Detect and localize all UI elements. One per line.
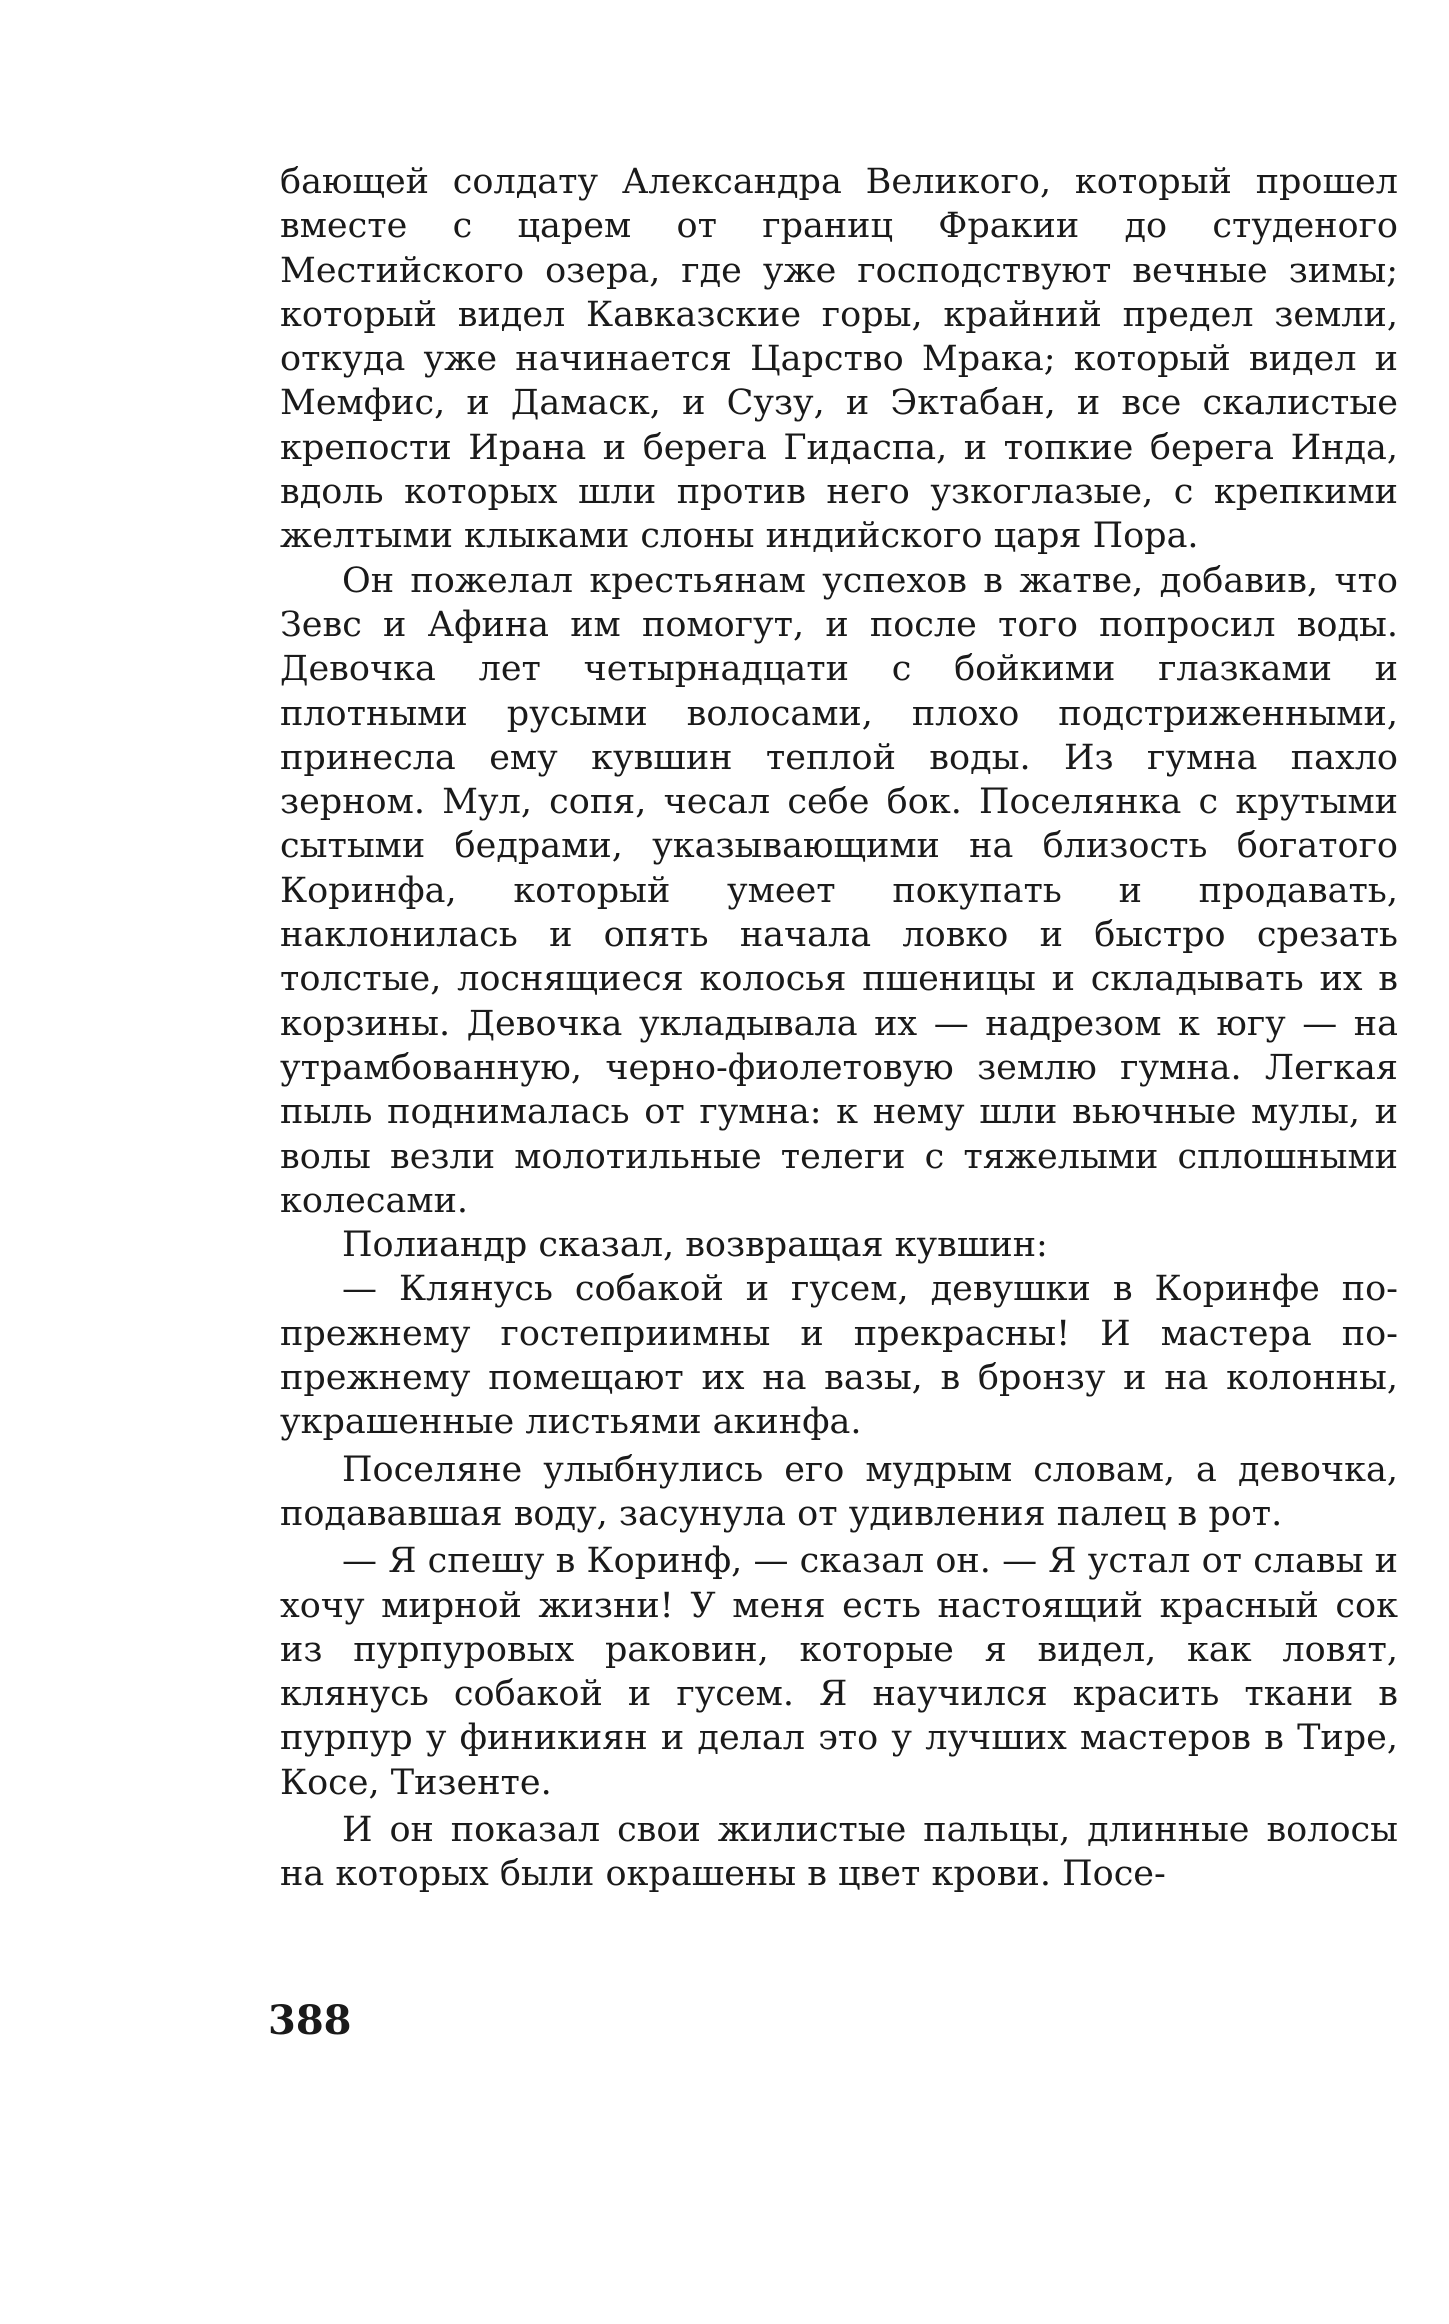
paragraph-5: Поселяне улыбнулись его мудрым словам, а девочка, подававшая воду, засунула от удивления палец в рот. (280, 1449, 1398, 1534)
paragraph-1: бающей солдату Александра Великого, который прошел вместе с царем от границ Фракии до студеного Местийского озера, где уже господствуют вечные зимы; который видел Кавказские горы, крайний предел земли, откуда уже начинается Царство Мрака; который видел и Мемфис, и Дамаск, и Сузу, и Эктабан, и все скалистые крепости Ирана и берега Гидаспа, и топкие берега Инда, вдоль которых шли против него узкоглазые, с крепкими желтыми клыками слоны индийского царя Пора. (280, 162, 1398, 557)
paragraph-4: — Клянусь собакой и гусем, девушки в Коринфе по-прежнему гостеприимны и прекрасны! И мастера по-прежнему помещают их на вазы, в бронзу и на колонны, украшенные листьями акинфа. (280, 1269, 1398, 1443)
paragraph-3: Полиандр сказал, возвращая кувшин: (342, 1225, 1048, 1266)
paragraph-6: — Я спешу в Коринф, — сказал он. — Я устал от славы и хочу мирной жизни! У меня есть настоящий красный сок из пурпуровых раковин, которые я видел, как ловят, клянусь собакой и гусем. Я научился красить ткани в пурпур у финикиян и делал это у лучших мастеров в Тире, Косе, Тизенте. (280, 1541, 1398, 1803)
page-number: 388 (268, 1997, 352, 2044)
paragraph-7: И он показал свои жилистые пальцы, длинные волосы на которых были окрашены в цвет крови. Посе- (280, 1809, 1398, 1895)
paragraph-2: Он пожелал крестьянам успехов в жатве, добавив, что Зевс и Афина им помогут, и после того попросил воды. Девочка лет четырнадцати с бойкими глазками и плотными русыми волосами, плохо подстриженными, принесла ему кувшин теплой воды. Из гумна пахло зерном. Мул, сопя, чесал себе бок. Поселянка с крутыми сытыми бедрами, указывающими на близость богатого Коринфа, который умеет покупать и продавать, наклонилась и опять начала ловко и быстро срезать толстые, лоснящиеся колосья пшеницы и складывать их в корзины. Девочка укладывала их — надрезом к югу — на утрамбованную, черно-фиолетовую землю гумна. Легкая пыль поднималась от гумна: к нему шли вьючные мулы, и волы везли молотильные телеги с тяжелыми сплошными колесами. (280, 560, 1398, 1221)
body-text (280, 160, 1398, 1897)
